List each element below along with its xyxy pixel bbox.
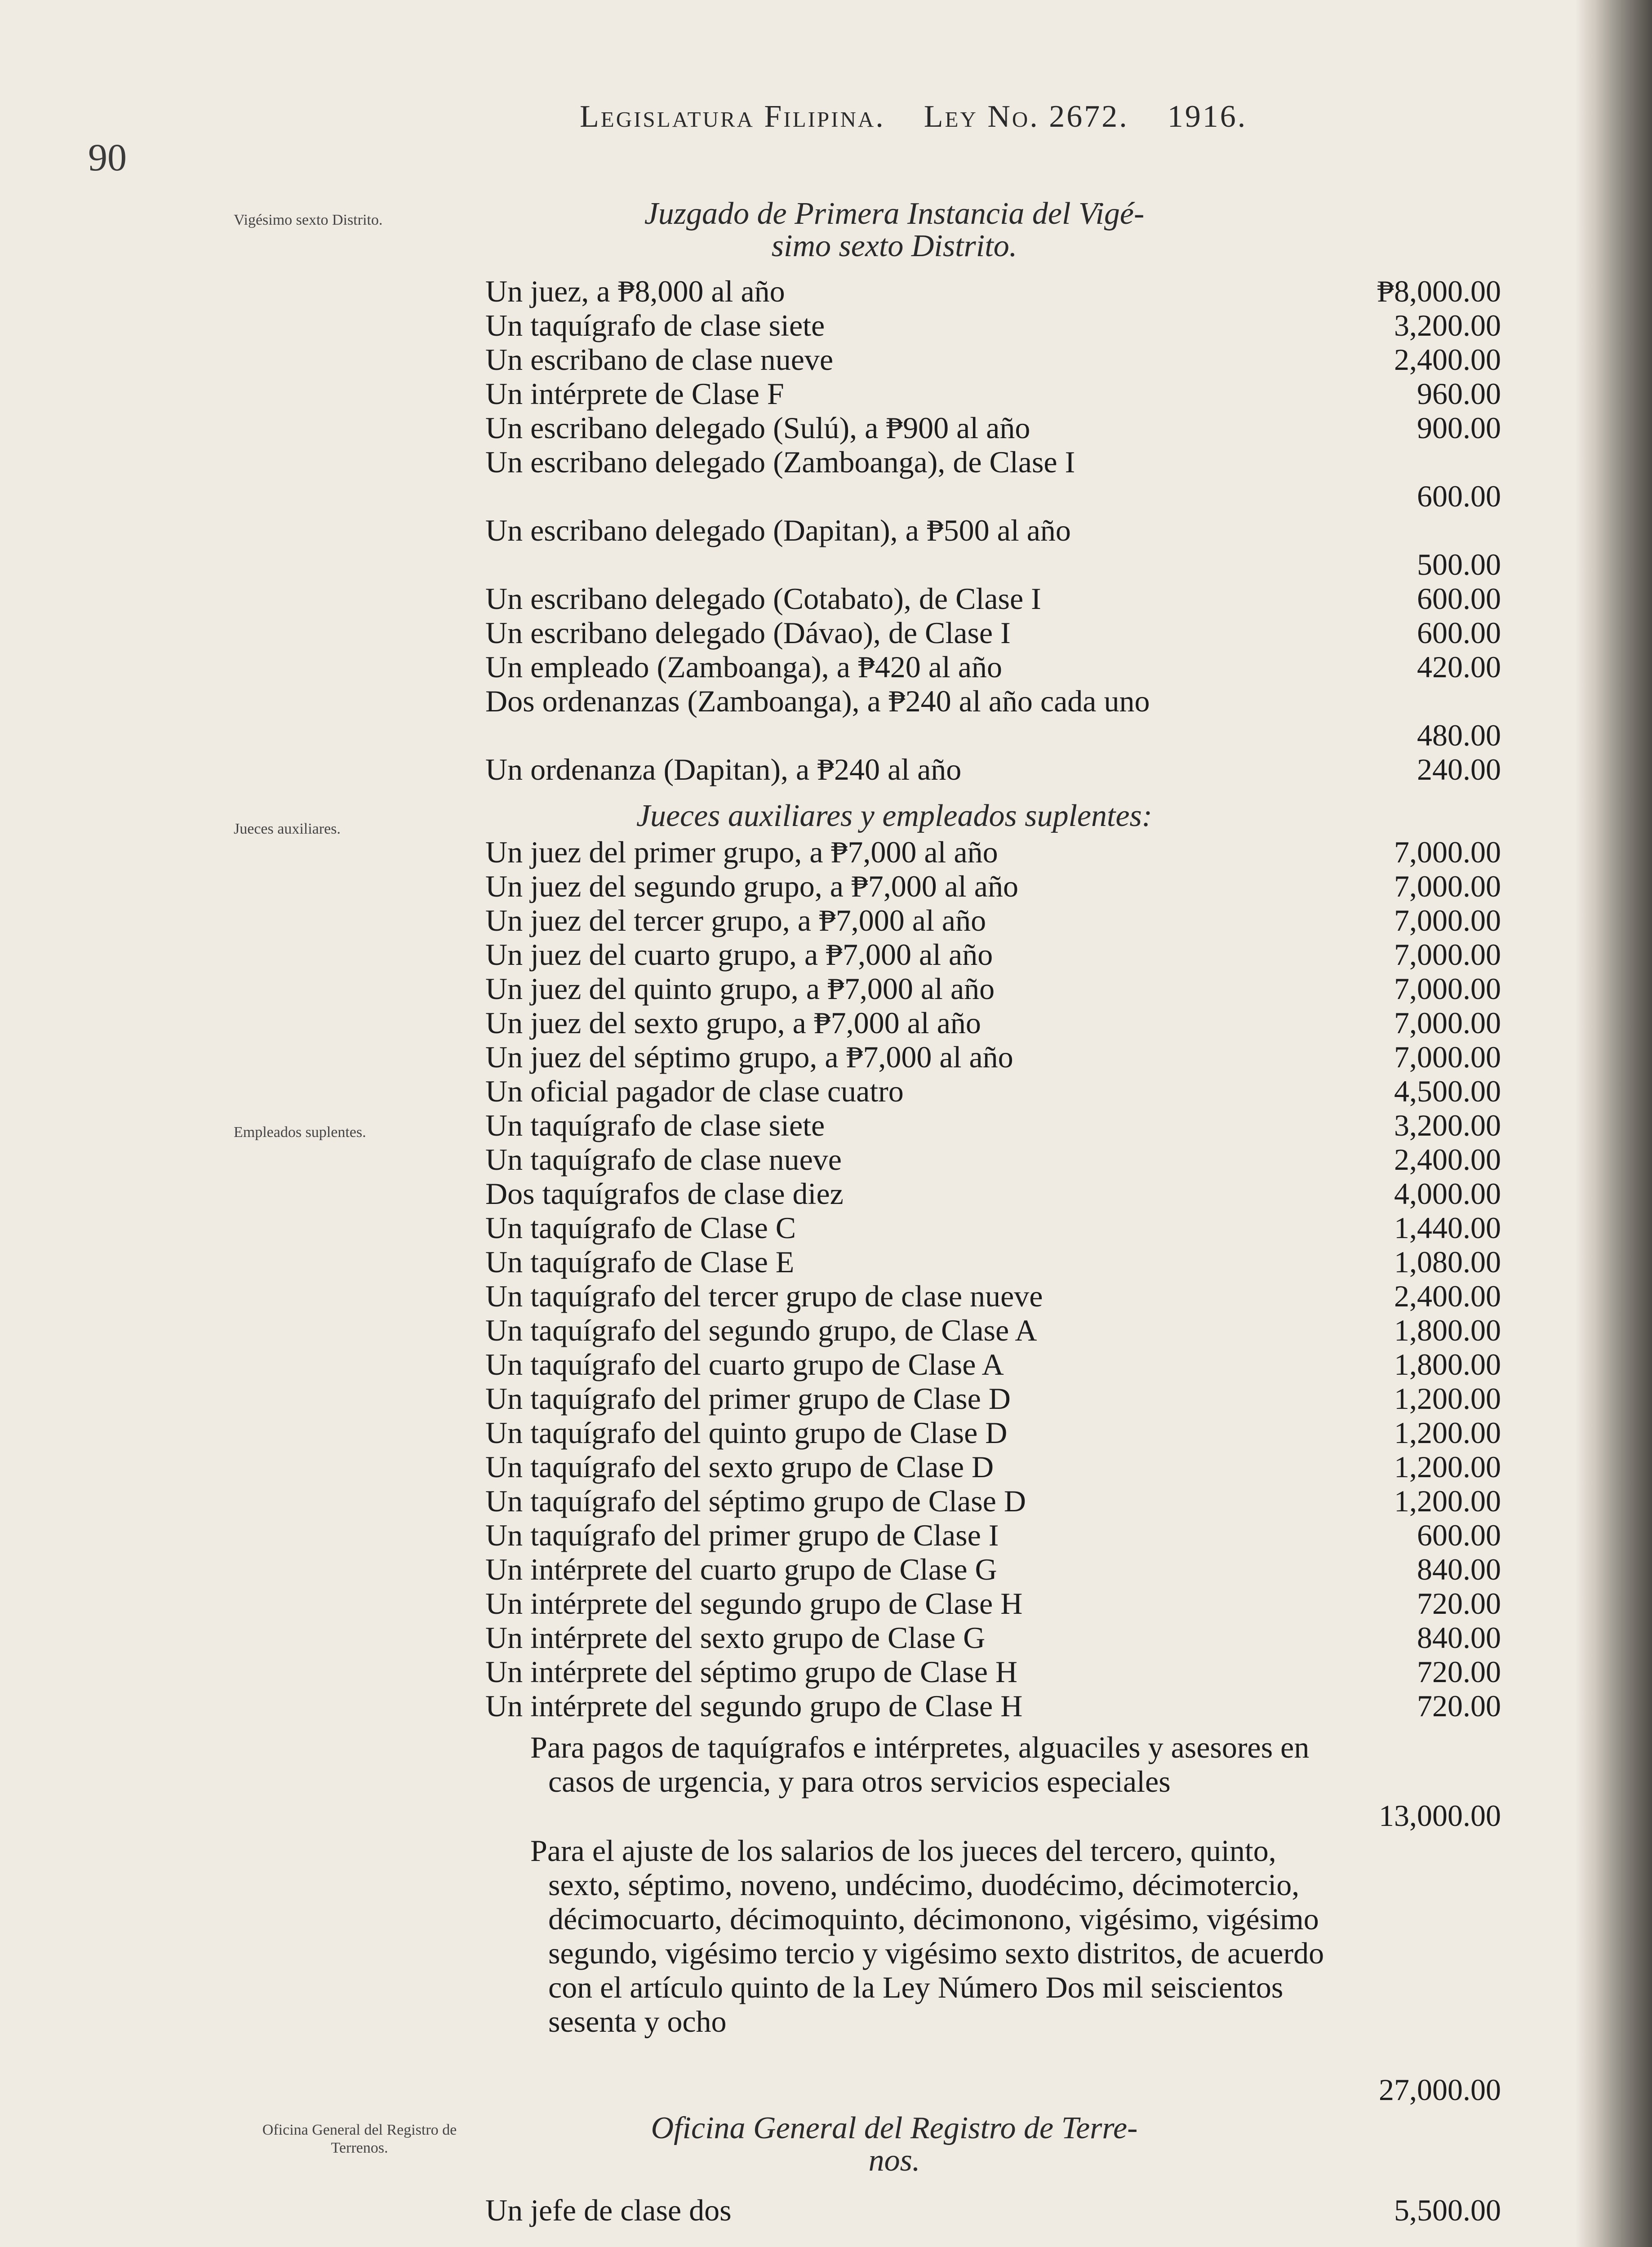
item-amount: 7,000.00 bbox=[1394, 972, 1501, 1006]
item-amount: 3,200.00 bbox=[1394, 308, 1501, 342]
item-amount: 600.00 bbox=[1417, 616, 1501, 650]
list-item bbox=[485, 937, 1501, 972]
item-description: Un juez del tercer grupo, a ₱7,000 al año bbox=[485, 903, 986, 937]
section-oficina-line2: nos. bbox=[868, 2143, 920, 2178]
item-description: Un taquígrafo del tercer grupo de clase nueve bbox=[485, 1279, 1043, 1313]
header-year: 1916. bbox=[1167, 99, 1248, 134]
item-description: Un juez del sexto grupo, a ₱7,000 al año bbox=[485, 1006, 981, 1040]
item-description: Un juez, a ₱8,000 al año bbox=[485, 274, 785, 308]
list-item bbox=[485, 1730, 1501, 1833]
list-item bbox=[485, 1689, 1501, 1723]
item-description: Un taquígrafo del quinto grupo de Clase D bbox=[485, 1416, 1008, 1450]
list-item bbox=[485, 445, 1501, 513]
list-item bbox=[485, 1279, 1501, 1313]
list-item bbox=[485, 377, 1501, 411]
item-description: Un taquígrafo de clase nueve bbox=[485, 1142, 842, 1177]
item-description: Un empleado (Zamboanga), a ₱420 al año bbox=[485, 650, 1002, 684]
item-amount: 2,400.00 bbox=[1394, 1279, 1501, 1313]
item-description: Un ordenanza (Dapitan), a ₱240 al año bbox=[485, 752, 962, 786]
item-amount: 720.00 bbox=[1417, 1689, 1501, 1723]
item-amount: 900.00 bbox=[1417, 411, 1501, 445]
header-title: Legislatura Filipina. bbox=[580, 99, 885, 134]
list-item bbox=[485, 513, 1501, 582]
item-description: Un escribano delegado (Sulú), a ₱900 al año bbox=[485, 411, 1030, 445]
list-item bbox=[485, 835, 1501, 869]
item-description: Un juez del segundo grupo, a ₱7,000 al año bbox=[485, 869, 1018, 903]
item-description: Un jefe de clase dos bbox=[485, 2193, 732, 2227]
item-amount: 600.00 bbox=[1417, 479, 1501, 513]
running-header bbox=[580, 99, 1247, 135]
list-item bbox=[485, 1142, 1501, 1177]
item-description: Un juez del quinto grupo, a ₱7,000 al año bbox=[485, 972, 995, 1006]
item-amount: 13,000.00 bbox=[1379, 1798, 1501, 1833]
item-description: Un escribano delegado (Dávao), de Clase I bbox=[485, 616, 1011, 650]
item-amount: 4,000.00 bbox=[1394, 1177, 1501, 1211]
item-amount: 1,200.00 bbox=[1394, 1381, 1501, 1416]
item-amount: 840.00 bbox=[1417, 1552, 1501, 1586]
item-description: Un escribano delegado (Cotabato), de Clase I bbox=[485, 582, 1041, 616]
item-description: Un juez del séptimo grupo, a ₱7,000 al año bbox=[485, 1040, 1013, 1074]
item-amount: 7,000.00 bbox=[1394, 903, 1501, 937]
list-item bbox=[485, 1450, 1501, 1484]
list-item bbox=[485, 1655, 1501, 1689]
item-description: Un intérprete del sexto grupo de Clase G bbox=[485, 1621, 986, 1655]
item-description: Un juez del primer grupo, a ₱7,000 al año bbox=[485, 835, 998, 869]
item-amount: 720.00 bbox=[1417, 1586, 1501, 1621]
item-description: Un taquígrafo de Clase E bbox=[485, 1245, 795, 1279]
section-juzgado bbox=[503, 198, 1285, 262]
item-description: Un taquígrafo de Clase C bbox=[485, 1211, 796, 1245]
item-amount: 500.00 bbox=[1417, 547, 1501, 582]
item-amount: 7,000.00 bbox=[1394, 1040, 1501, 1074]
list-item bbox=[485, 1245, 1501, 1279]
list-item bbox=[485, 1313, 1501, 1347]
item-amount: ₱8,000.00 bbox=[1377, 274, 1501, 308]
item-amount: 600.00 bbox=[1417, 582, 1501, 616]
list-item bbox=[485, 1621, 1501, 1655]
item-description: Un taquígrafo del primer grupo de Clase I bbox=[485, 1518, 999, 1552]
item-amount: 1,200.00 bbox=[1394, 1484, 1501, 1518]
item-amount: 600.00 bbox=[1417, 1518, 1501, 1552]
item-description: Para el ajuste de los salarios de los jueces del tercero, quinto, sexto, séptimo, noveno, undécimo, duodécimo, décimotercio, décimocuarto, décimoquinto, décimonono, vigésimo, vigésimo segundo, vigésimo tercio y vigésimo sexto distritos, de acuerdo con el artículo quinto de la Ley Número Dos mil seiscientos sesenta y ocho bbox=[530, 1834, 1324, 2038]
item-description: Un oficial pagador de clase cuatro bbox=[485, 1074, 904, 1108]
item-description: Un intérprete del cuarto grupo de Clase G bbox=[485, 1552, 997, 1586]
list-item bbox=[485, 650, 1501, 684]
section-juzgado-line2: simo sexto Distrito. bbox=[771, 229, 1017, 263]
item-amount: 7,000.00 bbox=[1394, 835, 1501, 869]
list-item bbox=[485, 1416, 1501, 1450]
item-amount: 7,000.00 bbox=[1394, 869, 1501, 903]
item-description: Dos taquígrafos de clase diez bbox=[485, 1177, 844, 1211]
item-description: Un taquígrafo del segundo grupo, de Clase A bbox=[485, 1313, 1037, 1347]
item-description: Un intérprete del séptimo grupo de Clase H bbox=[485, 1655, 1018, 1689]
section-jueces bbox=[503, 800, 1285, 832]
item-amount: 960.00 bbox=[1417, 377, 1501, 411]
item-amount: 1,080.00 bbox=[1394, 1245, 1501, 1279]
item-description: Un intérprete del segundo grupo de Clase H bbox=[485, 1586, 1023, 1621]
item-amount: 27,000.00 bbox=[1379, 2073, 1501, 2107]
list-item bbox=[485, 1108, 1501, 1142]
list-item bbox=[485, 972, 1501, 1006]
item-amount: 1,440.00 bbox=[1394, 1211, 1501, 1245]
item-description: Un taquígrafo de clase siete bbox=[485, 1108, 825, 1142]
list-item bbox=[485, 308, 1501, 342]
item-amount: 1,800.00 bbox=[1394, 1347, 1501, 1381]
item-amount: 3,200.00 bbox=[1394, 1108, 1501, 1142]
list-item bbox=[485, 1834, 1501, 2107]
list-item bbox=[485, 752, 1501, 786]
list-item bbox=[485, 274, 1501, 308]
margin-note-vigesimo: Vigésimo sexto Distrito. bbox=[234, 212, 383, 228]
item-description: Un taquígrafo del séptimo grupo de Clase D bbox=[485, 1484, 1026, 1518]
item-description: Para pagos de taquígrafos e intérpretes, alguaciles y asesores en casos de urgencia, y para otros servicios especiales bbox=[530, 1730, 1310, 1798]
list-item bbox=[485, 2193, 1501, 2227]
item-description: Un intérprete del segundo grupo de Clase H bbox=[485, 1689, 1023, 1723]
item-amount: 7,000.00 bbox=[1394, 937, 1501, 972]
item-description: Un intérprete de Clase F bbox=[485, 377, 784, 411]
list-item bbox=[485, 903, 1501, 937]
item-description: Un taquígrafo del sexto grupo de Clase D bbox=[485, 1450, 994, 1484]
page-number: 90 bbox=[88, 136, 127, 179]
item-amount: 1,200.00 bbox=[1394, 1416, 1501, 1450]
item-amount: 2,400.00 bbox=[1394, 342, 1501, 377]
list-item bbox=[485, 1586, 1501, 1621]
section-oficina bbox=[503, 2112, 1285, 2177]
section-oficina-line1: Oficina General del Registro de Terre- bbox=[651, 2111, 1138, 2145]
list-item bbox=[485, 684, 1501, 752]
list-item bbox=[485, 1484, 1501, 1518]
item-description: Un escribano de clase nueve bbox=[485, 342, 834, 377]
list-item bbox=[485, 1211, 1501, 1245]
list-item bbox=[485, 1552, 1501, 1586]
item-amount: 7,000.00 bbox=[1394, 1006, 1501, 1040]
list-item bbox=[485, 869, 1501, 903]
list-item bbox=[485, 1074, 1501, 1108]
list-item bbox=[485, 616, 1501, 650]
item-description: Un juez del cuarto grupo, a ₱7,000 al año bbox=[485, 937, 993, 972]
item-description: Un taquígrafo del cuarto grupo de Clase A bbox=[485, 1347, 1004, 1381]
list-item bbox=[485, 1006, 1501, 1040]
list-item bbox=[485, 582, 1501, 616]
item-description: Un escribano delegado (Dapitan), a ₱500 al año bbox=[485, 513, 1071, 547]
item-amount: 1,800.00 bbox=[1394, 1313, 1501, 1347]
item-amount: 720.00 bbox=[1417, 1655, 1501, 1689]
list-item bbox=[485, 1347, 1501, 1381]
item-description: Dos ordenanzas (Zamboanga), a ₱240 al año cada uno bbox=[485, 684, 1150, 718]
item-amount: 480.00 bbox=[1417, 718, 1501, 752]
list-item bbox=[485, 1177, 1501, 1211]
item-description: Un escribano delegado (Zamboanga), de Clase I bbox=[485, 445, 1075, 479]
item-amount: 840.00 bbox=[1417, 1621, 1501, 1655]
list-item bbox=[485, 1381, 1501, 1416]
item-amount: 1,200.00 bbox=[1394, 1450, 1501, 1484]
item-amount: 5,500.00 bbox=[1394, 2193, 1501, 2227]
margin-note-empleados: Empleados suplentes. bbox=[234, 1124, 366, 1141]
item-amount: 4,500.00 bbox=[1394, 1074, 1501, 1108]
item-amount: 420.00 bbox=[1417, 650, 1501, 684]
scan-edge-shadow bbox=[1576, 0, 1652, 2247]
item-description: Un taquígrafo de clase siete bbox=[485, 308, 825, 342]
list-item bbox=[485, 1040, 1501, 1074]
list-item bbox=[485, 411, 1501, 445]
item-description: Un taquígrafo del primer grupo de Clase D bbox=[485, 1381, 1011, 1416]
item-amount: 2,400.00 bbox=[1394, 1142, 1501, 1177]
item-amount: 240.00 bbox=[1417, 752, 1501, 786]
margin-note-jueces: Jueces auxiliares. bbox=[234, 821, 341, 837]
margin-note-oficina: Oficina General del Registro de Terrenos. bbox=[262, 2122, 457, 2156]
header-law: Ley No. 2672. bbox=[924, 99, 1129, 134]
section-juzgado-line1: Juzgado de Primera Instancia del Vigé- bbox=[644, 196, 1145, 231]
list-item bbox=[485, 342, 1501, 377]
list-item bbox=[485, 1518, 1501, 1552]
section-jueces-title: Jueces auxiliares y empleados suplentes: bbox=[636, 799, 1153, 833]
